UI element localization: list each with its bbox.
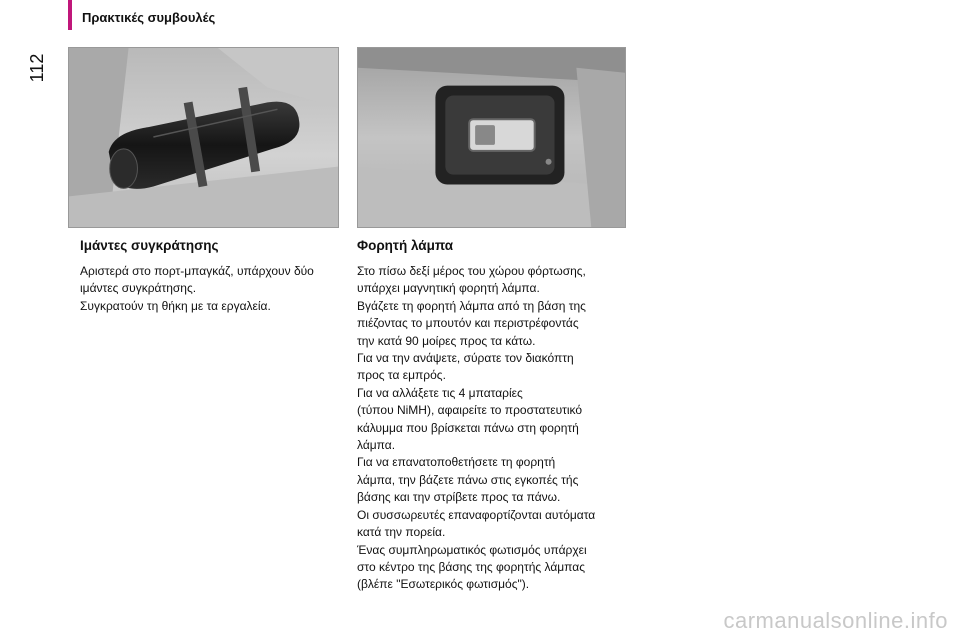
text-line: ιμάντες συγκράτησης.: [80, 281, 197, 296]
text-line: λάμπα.: [357, 438, 396, 453]
watermark: carmanualsonline.info: [723, 608, 948, 633]
lamp-text: [357, 263, 632, 594]
text-line: Βγάζετε τη φορητή λάμπα από τη βάση της: [357, 298, 586, 313]
text-line: Αριστερά στο πορτ-μπαγκάζ, υπάρχουν δύο: [80, 264, 314, 278]
header-accent-bar: [68, 0, 72, 30]
text-line: βάσης και την στρίβετε προς τα πάνω.: [357, 490, 561, 505]
text-line: Ένας συμπληρωματικός φωτισμός υπάρχει: [357, 542, 587, 557]
text-line: (τύπου NiMH), αφαιρείτε το προστατευτικό: [357, 403, 583, 418]
text-line: λάμπα, την βάζετε πάνω στις εγκοπές τής: [357, 472, 579, 487]
text-line: Οι συσσωρευτές επαναφορτίζονται αυτόματα: [357, 507, 596, 522]
tool-kit-straps-photo: [68, 47, 339, 228]
straps-section: [80, 238, 340, 315]
lamp-title: Φορητή λάμπα: [357, 238, 454, 253]
text-line: στο κέντρο της βάσης της φορητής λάμπας: [357, 559, 585, 574]
text-line: προς τα εμπρός.: [357, 368, 446, 383]
portable-lamp-photo: [357, 47, 626, 228]
text-line: κατά την πορεία.: [357, 525, 446, 540]
text-line: πιέζοντας το μπουτόν και περιστρέφοντάς: [357, 316, 579, 331]
text-line: Για να αλλάξετε τις 4 μπαταρίες: [357, 385, 523, 400]
text-line: υπάρχει μαγνητική φορητή λάμπα.: [357, 281, 540, 296]
page-number: 112: [26, 53, 47, 83]
text-line: την κατά 90 μοίρες προς τα κάτω.: [357, 333, 536, 348]
text-line: Για να την ανάψετε, σύρατε τον διακόπτη: [357, 351, 574, 366]
text-line: Συγκρατούν τη θήκη με τα εργαλεία.: [80, 298, 271, 313]
straps-text: [80, 263, 340, 315]
text-line: Στο πίσω δεξί μέρος του χώρου φόρτωσης,: [357, 264, 586, 278]
section-header: Πρακτικές συμβουλές: [82, 10, 216, 25]
lamp-section: [357, 238, 632, 594]
text-line: κάλυμμα που βρίσκεται πάνω στη φορητή: [357, 420, 579, 435]
straps-title: Ιμάντες συγκράτησης: [80, 238, 219, 253]
text-line: (βλέπε "Εσωτερικός φωτισμός").: [357, 577, 530, 592]
text-line: Για να επανατοποθετήσετε τη φορητή: [357, 455, 556, 470]
